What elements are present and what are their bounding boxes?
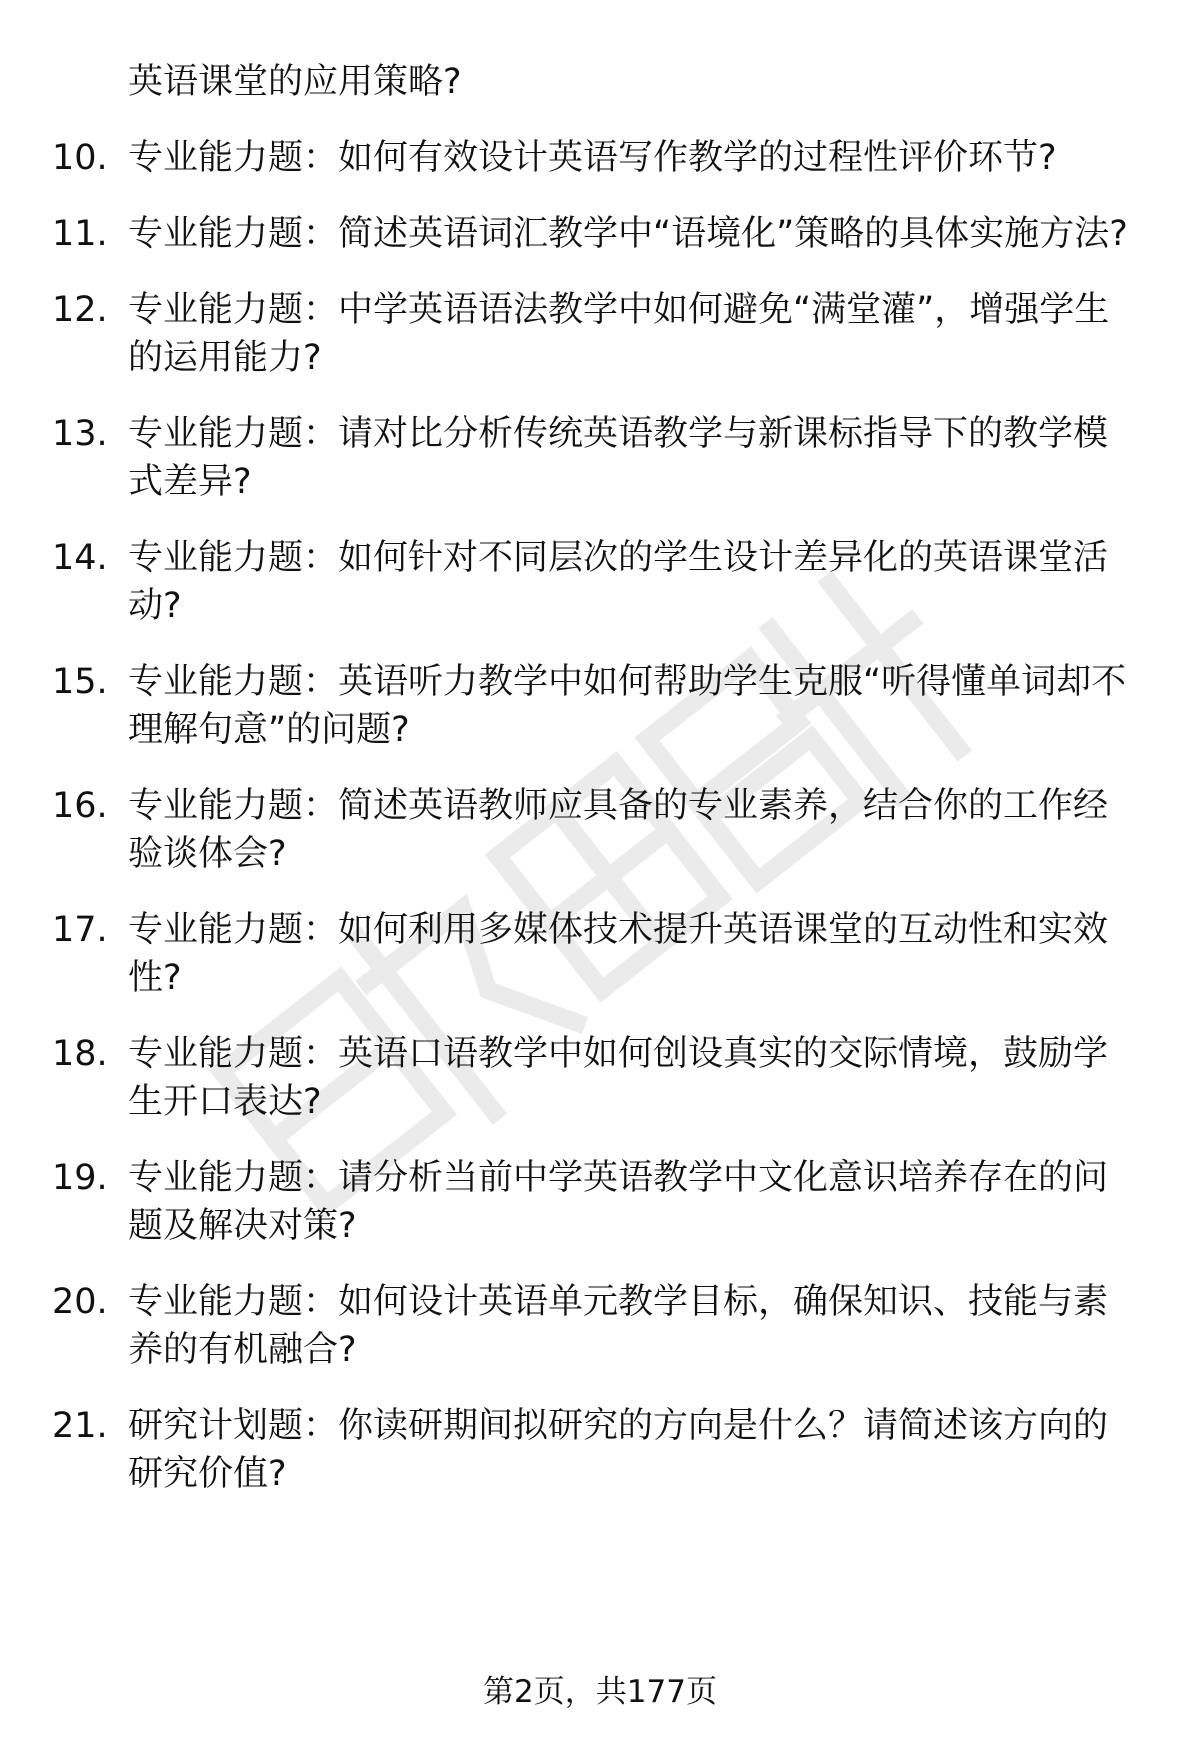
list-item [52, 1278, 1142, 1374]
list-item [52, 1030, 1142, 1126]
item-number: 21. [52, 1406, 108, 1446]
item-number: 11. [52, 214, 108, 254]
list-item [52, 210, 1142, 258]
item-text: 专业能力题：如何设计英语单元教学目标，确保知识、技能与素养的有机融合? [128, 1282, 1109, 1370]
item-number: 16. [52, 786, 108, 826]
item-number: 12. [52, 290, 108, 330]
item-text: 专业能力题：如何针对不同层次的学生设计差异化的英语课堂活动? [128, 538, 1109, 626]
question-list [52, 58, 1142, 1498]
list-item [52, 658, 1142, 754]
item-number: 14. [52, 538, 108, 578]
item-text: 专业能力题：如何利用多媒体技术提升英语课堂的互动性和实效性? [128, 910, 1109, 998]
item-number: 15. [52, 662, 108, 702]
list-item [52, 782, 1142, 878]
list-item [52, 1154, 1142, 1250]
item-text: 专业能力题：简述英语教师应具备的专业素养，结合你的工作经验谈体会? [128, 786, 1109, 874]
item-text: 专业能力题：请对比分析传统英语教学与新课标指导下的教学模式差异? [128, 414, 1109, 502]
item-number: 17. [52, 910, 108, 950]
item-text: 研究计划题：你读研期间拟研究的方向是什么？请简述该方向的研究价值? [128, 1406, 1109, 1494]
item-number: 18. [52, 1034, 108, 1074]
list-item [52, 286, 1142, 382]
item-text: 专业能力题：简述英语词汇教学中“语境化”策略的具体实施方法? [128, 214, 1128, 254]
page-number-footer: 第2页，共177页 [483, 1674, 717, 1710]
list-item [52, 134, 1142, 182]
list-item [52, 534, 1142, 630]
item-number: 19. [52, 1158, 108, 1198]
list-item [52, 906, 1142, 1002]
list-item [52, 1402, 1142, 1498]
item-number: 20. [52, 1282, 108, 1322]
continued-question-text: 英语课堂的应用策略? [128, 62, 462, 102]
item-text: 专业能力题：英语口语教学中如何创设真实的交际情境，鼓励学生开口表达? [128, 1034, 1109, 1122]
item-text: 专业能力题：请分析当前中学英语教学中文化意识培养存在的问题及解决对策? [128, 1158, 1109, 1246]
item-number: 13. [52, 414, 108, 454]
item-text: 专业能力题：英语听力教学中如何帮助学生克服“听得懂单词却不理解句意”的问题? [128, 662, 1127, 750]
item-number: 10. [52, 138, 108, 178]
list-item [52, 410, 1142, 506]
item-text: 专业能力题：中学英语语法教学中如何避免“满堂灌”，增强学生的运用能力? [128, 290, 1110, 378]
item-text: 专业能力题：如何有效设计英语写作教学的过程性评价环节? [128, 138, 1057, 178]
